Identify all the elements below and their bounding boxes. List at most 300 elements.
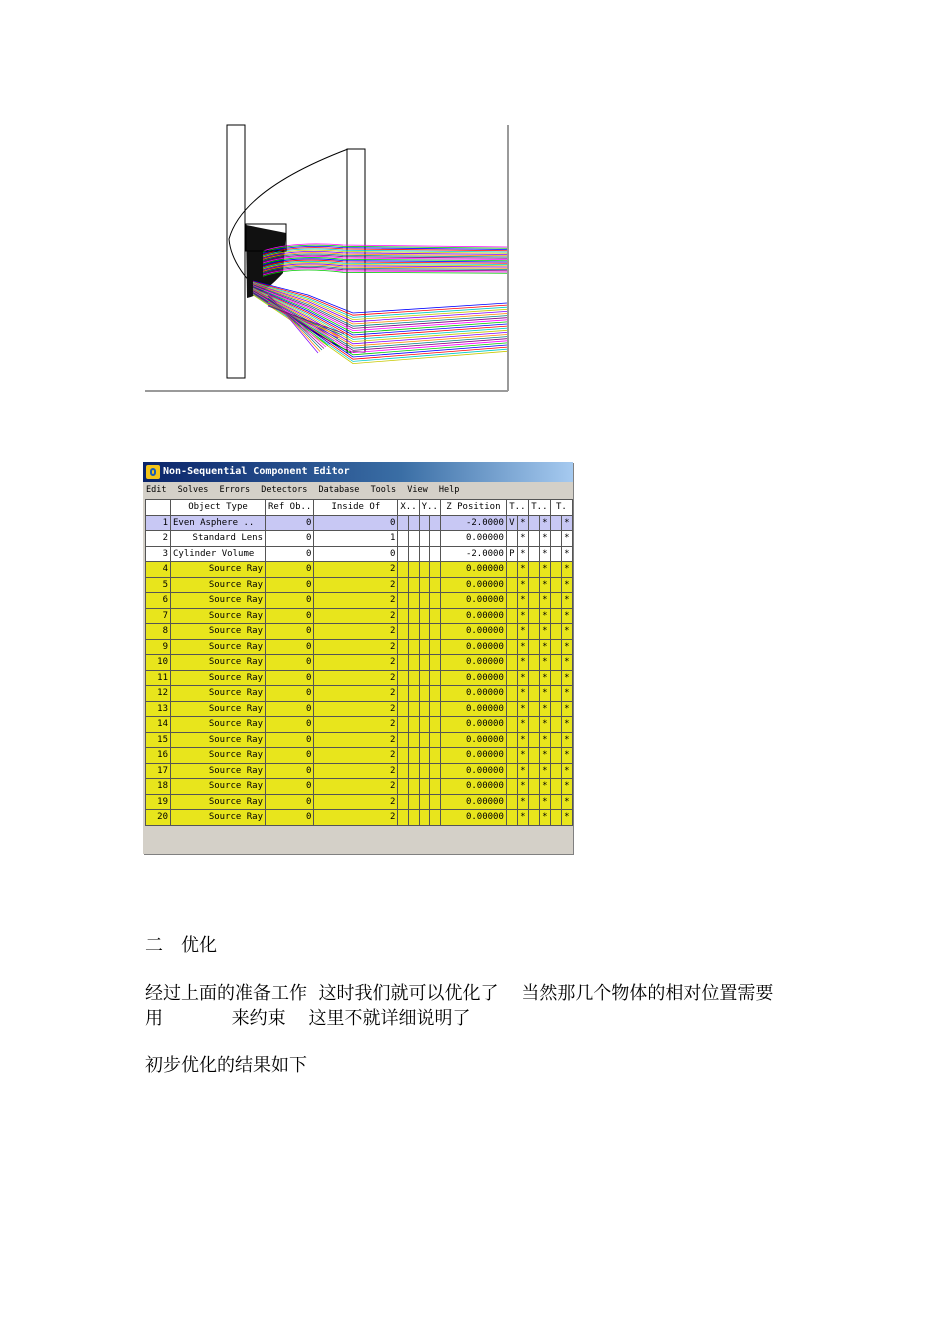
menu-edit[interactable]: Edit: [146, 485, 167, 495]
tilt3-cell[interactable]: *: [561, 624, 572, 640]
tilt3-cell[interactable]: *: [561, 732, 572, 748]
table-row[interactable]: [146, 593, 573, 609]
inside-of-cell[interactable]: 2: [314, 810, 398, 826]
x-cell-b[interactable]: [408, 686, 419, 702]
table-row[interactable]: [146, 779, 573, 795]
y-cell-b[interactable]: [430, 655, 441, 671]
tilt1-cell[interactable]: *: [517, 593, 528, 609]
x-cell-b[interactable]: [408, 593, 419, 609]
tilt1-b-cell[interactable]: [528, 686, 539, 702]
tilt1-cell[interactable]: *: [517, 562, 528, 578]
tilt1-b-cell[interactable]: [528, 810, 539, 826]
tilt1-b-cell[interactable]: [528, 763, 539, 779]
y-cell-a[interactable]: [419, 717, 430, 733]
ref-object-cell[interactable]: 0: [266, 748, 314, 764]
table-row[interactable]: [146, 515, 573, 531]
table-row[interactable]: [146, 639, 573, 655]
object-type-cell[interactable]: Source Ray: [171, 608, 266, 624]
ref-object-cell[interactable]: 0: [266, 794, 314, 810]
x-cell-b[interactable]: [408, 577, 419, 593]
y-cell-b[interactable]: [430, 608, 441, 624]
z-position-cell[interactable]: -2.0000: [440, 515, 506, 531]
x-cell-b[interactable]: [408, 655, 419, 671]
inside-of-cell[interactable]: 2: [314, 562, 398, 578]
x-cell-a[interactable]: [398, 624, 409, 640]
inside-of-cell[interactable]: 2: [314, 593, 398, 609]
x-cell-b[interactable]: [408, 562, 419, 578]
x-cell-b[interactable]: [408, 732, 419, 748]
y-cell-b[interactable]: [430, 794, 441, 810]
inside-of-cell[interactable]: 2: [314, 748, 398, 764]
inside-of-cell[interactable]: 1: [314, 531, 398, 547]
tilt1-b-cell[interactable]: [528, 717, 539, 733]
tilt1-cell[interactable]: *: [517, 717, 528, 733]
x-cell-a[interactable]: [398, 562, 409, 578]
z-position-cell[interactable]: 0.00000: [440, 670, 506, 686]
z-position-cell[interactable]: 0.00000: [440, 794, 506, 810]
inside-of-cell[interactable]: 2: [314, 732, 398, 748]
menu-database[interactable]: Database: [318, 485, 360, 495]
tilt3-cell[interactable]: *: [561, 717, 572, 733]
tilt3-cell[interactable]: *: [561, 701, 572, 717]
row-index[interactable]: 6: [146, 593, 171, 609]
ref-object-cell[interactable]: 0: [266, 732, 314, 748]
x-cell-a[interactable]: [398, 655, 409, 671]
menu-solves[interactable]: Solves: [177, 485, 209, 495]
tilt2-b-cell[interactable]: [550, 763, 561, 779]
menu-errors[interactable]: Errors: [219, 485, 251, 495]
inside-of-cell[interactable]: 2: [314, 763, 398, 779]
object-type-cell[interactable]: Source Ray: [171, 701, 266, 717]
ref-object-cell[interactable]: 0: [266, 515, 314, 531]
tilt1-b-cell[interactable]: [528, 546, 539, 562]
object-type-cell[interactable]: Source Ray: [171, 593, 266, 609]
row-index[interactable]: 7: [146, 608, 171, 624]
tilt1-b-cell[interactable]: [528, 670, 539, 686]
object-type-cell[interactable]: Source Ray: [171, 624, 266, 640]
object-type-cell[interactable]: Standard Lens: [171, 531, 266, 547]
tilt2-b-cell[interactable]: [550, 639, 561, 655]
x-cell-b[interactable]: [408, 701, 419, 717]
tilt2-cell[interactable]: *: [539, 546, 550, 562]
tilt2-b-cell[interactable]: [550, 732, 561, 748]
solve-flag-cell[interactable]: [506, 794, 517, 810]
row-index[interactable]: 13: [146, 701, 171, 717]
row-index[interactable]: 14: [146, 717, 171, 733]
solve-flag-cell[interactable]: [506, 608, 517, 624]
ref-object-cell[interactable]: 0: [266, 608, 314, 624]
tilt2-cell[interactable]: *: [539, 717, 550, 733]
x-cell-a[interactable]: [398, 701, 409, 717]
y-cell-b[interactable]: [430, 577, 441, 593]
tilt2-cell[interactable]: *: [539, 655, 550, 671]
z-position-cell[interactable]: 0.00000: [440, 717, 506, 733]
tilt3-cell[interactable]: *: [561, 686, 572, 702]
col-header-ref-object[interactable]: Ref Ob..: [266, 500, 314, 516]
tilt2-cell[interactable]: *: [539, 593, 550, 609]
col-header-x[interactable]: X..: [398, 500, 419, 516]
tilt2-cell[interactable]: *: [539, 670, 550, 686]
tilt1-b-cell[interactable]: [528, 748, 539, 764]
tilt1-cell[interactable]: *: [517, 748, 528, 764]
solve-flag-cell[interactable]: [506, 701, 517, 717]
col-header-tilt-3[interactable]: T.: [550, 500, 572, 516]
menu-view[interactable]: View: [407, 485, 428, 495]
menu-tools[interactable]: Tools: [370, 485, 397, 495]
object-type-cell[interactable]: Source Ray: [171, 670, 266, 686]
solve-flag-cell[interactable]: [506, 531, 517, 547]
tilt2-cell[interactable]: *: [539, 515, 550, 531]
x-cell-b[interactable]: [408, 763, 419, 779]
tilt1-b-cell[interactable]: [528, 639, 539, 655]
tilt2-cell[interactable]: *: [539, 810, 550, 826]
y-cell-b[interactable]: [430, 593, 441, 609]
table-row[interactable]: [146, 546, 573, 562]
object-type-cell[interactable]: Source Ray: [171, 655, 266, 671]
z-position-cell[interactable]: 0.00000: [440, 686, 506, 702]
table-row[interactable]: [146, 763, 573, 779]
ref-object-cell[interactable]: 0: [266, 779, 314, 795]
tilt1-cell[interactable]: *: [517, 701, 528, 717]
x-cell-a[interactable]: [398, 531, 409, 547]
x-cell-b[interactable]: [408, 670, 419, 686]
table-row[interactable]: [146, 655, 573, 671]
row-index[interactable]: 9: [146, 639, 171, 655]
object-type-cell[interactable]: Source Ray: [171, 639, 266, 655]
y-cell-b[interactable]: [430, 732, 441, 748]
inside-of-cell[interactable]: 2: [314, 624, 398, 640]
table-row[interactable]: [146, 732, 573, 748]
tilt1-cell[interactable]: *: [517, 732, 528, 748]
solve-flag-cell[interactable]: [506, 779, 517, 795]
z-position-cell[interactable]: 0.00000: [440, 655, 506, 671]
inside-of-cell[interactable]: 2: [314, 717, 398, 733]
col-header-tilt-1[interactable]: T..: [506, 500, 528, 516]
y-cell-a[interactable]: [419, 515, 430, 531]
z-position-cell[interactable]: 0.00000: [440, 624, 506, 640]
x-cell-b[interactable]: [408, 779, 419, 795]
row-index[interactable]: 10: [146, 655, 171, 671]
y-cell-a[interactable]: [419, 794, 430, 810]
row-index[interactable]: 19: [146, 794, 171, 810]
z-position-cell[interactable]: 0.00000: [440, 701, 506, 717]
solve-flag-cell[interactable]: [506, 717, 517, 733]
y-cell-a[interactable]: [419, 701, 430, 717]
tilt2-b-cell[interactable]: [550, 515, 561, 531]
tilt3-cell[interactable]: *: [561, 593, 572, 609]
tilt2-cell[interactable]: *: [539, 577, 550, 593]
tilt1-cell[interactable]: *: [517, 624, 528, 640]
tilt1-b-cell[interactable]: [528, 577, 539, 593]
y-cell-a[interactable]: [419, 531, 430, 547]
row-index[interactable]: 1: [146, 515, 171, 531]
tilt2-b-cell[interactable]: [550, 546, 561, 562]
tilt1-cell[interactable]: *: [517, 531, 528, 547]
row-index[interactable]: 15: [146, 732, 171, 748]
object-type-cell[interactable]: Source Ray: [171, 717, 266, 733]
tilt1-cell[interactable]: *: [517, 810, 528, 826]
object-type-cell[interactable]: Source Ray: [171, 577, 266, 593]
inside-of-cell[interactable]: 2: [314, 670, 398, 686]
table-row[interactable]: [146, 624, 573, 640]
inside-of-cell[interactable]: 2: [314, 639, 398, 655]
tilt3-cell[interactable]: *: [561, 670, 572, 686]
y-cell-b[interactable]: [430, 515, 441, 531]
y-cell-a[interactable]: [419, 779, 430, 795]
x-cell-b[interactable]: [408, 639, 419, 655]
table-row[interactable]: [146, 531, 573, 547]
inside-of-cell[interactable]: 2: [314, 701, 398, 717]
ref-object-cell[interactable]: 0: [266, 546, 314, 562]
menu-detectors[interactable]: Detectors: [261, 485, 308, 495]
table-row[interactable]: [146, 748, 573, 764]
x-cell-a[interactable]: [398, 608, 409, 624]
x-cell-b[interactable]: [408, 794, 419, 810]
row-index[interactable]: 3: [146, 546, 171, 562]
tilt1-cell[interactable]: *: [517, 670, 528, 686]
object-type-cell[interactable]: Source Ray: [171, 810, 266, 826]
ref-object-cell[interactable]: 0: [266, 686, 314, 702]
tilt2-cell[interactable]: *: [539, 701, 550, 717]
y-cell-b[interactable]: [430, 686, 441, 702]
x-cell-b[interactable]: [408, 748, 419, 764]
object-type-cell[interactable]: Source Ray: [171, 794, 266, 810]
tilt1-cell[interactable]: *: [517, 608, 528, 624]
inside-of-cell[interactable]: 2: [314, 794, 398, 810]
solve-flag-cell[interactable]: [506, 577, 517, 593]
y-cell-b[interactable]: [430, 562, 441, 578]
tilt2-cell[interactable]: *: [539, 608, 550, 624]
solve-flag-cell[interactable]: [506, 624, 517, 640]
ref-object-cell[interactable]: 0: [266, 763, 314, 779]
title-bar[interactable]: [143, 462, 573, 482]
tilt2-b-cell[interactable]: [550, 531, 561, 547]
row-index[interactable]: 20: [146, 810, 171, 826]
tilt3-cell[interactable]: *: [561, 779, 572, 795]
z-position-cell[interactable]: 0.00000: [440, 779, 506, 795]
tilt1-b-cell[interactable]: [528, 531, 539, 547]
y-cell-a[interactable]: [419, 655, 430, 671]
y-cell-b[interactable]: [430, 717, 441, 733]
y-cell-b[interactable]: [430, 639, 441, 655]
tilt1-b-cell[interactable]: [528, 701, 539, 717]
tilt3-cell[interactable]: *: [561, 810, 572, 826]
tilt2-b-cell[interactable]: [550, 717, 561, 733]
menu-help[interactable]: Help: [438, 485, 460, 495]
x-cell-a[interactable]: [398, 515, 409, 531]
row-index[interactable]: 16: [146, 748, 171, 764]
x-cell-b[interactable]: [408, 515, 419, 531]
tilt2-cell[interactable]: *: [539, 732, 550, 748]
tilt1-cell[interactable]: *: [517, 546, 528, 562]
y-cell-a[interactable]: [419, 763, 430, 779]
object-type-cell[interactable]: Source Ray: [171, 779, 266, 795]
inside-of-cell[interactable]: 2: [314, 577, 398, 593]
z-position-cell[interactable]: 0.00000: [440, 608, 506, 624]
x-cell-a[interactable]: [398, 717, 409, 733]
col-header-y[interactable]: Y..: [419, 500, 440, 516]
x-cell-b[interactable]: [408, 546, 419, 562]
tilt3-cell[interactable]: *: [561, 608, 572, 624]
tilt2-cell[interactable]: *: [539, 562, 550, 578]
solve-flag-cell[interactable]: V: [506, 515, 517, 531]
tilt3-cell[interactable]: *: [561, 515, 572, 531]
tilt1-cell[interactable]: *: [517, 779, 528, 795]
table-row[interactable]: [146, 670, 573, 686]
y-cell-b[interactable]: [430, 701, 441, 717]
tilt2-b-cell[interactable]: [550, 562, 561, 578]
ref-object-cell[interactable]: 0: [266, 577, 314, 593]
y-cell-b[interactable]: [430, 624, 441, 640]
table-row[interactable]: [146, 794, 573, 810]
col-header-z-position[interactable]: Z Position: [440, 500, 506, 516]
solve-flag-cell[interactable]: [506, 732, 517, 748]
tilt2-b-cell[interactable]: [550, 608, 561, 624]
x-cell-b[interactable]: [408, 717, 419, 733]
z-position-cell[interactable]: 0.00000: [440, 593, 506, 609]
x-cell-b[interactable]: [408, 608, 419, 624]
solve-flag-cell[interactable]: [506, 639, 517, 655]
y-cell-b[interactable]: [430, 810, 441, 826]
solve-flag-cell[interactable]: [506, 763, 517, 779]
solve-flag-cell[interactable]: P: [506, 546, 517, 562]
row-index[interactable]: 2: [146, 531, 171, 547]
tilt3-cell[interactable]: *: [561, 562, 572, 578]
y-cell-a[interactable]: [419, 686, 430, 702]
col-header-inside-of[interactable]: Inside Of: [314, 500, 398, 516]
x-cell-a[interactable]: [398, 593, 409, 609]
inside-of-cell[interactable]: 0: [314, 515, 398, 531]
x-cell-a[interactable]: [398, 546, 409, 562]
z-position-cell[interactable]: 0.00000: [440, 562, 506, 578]
solve-flag-cell[interactable]: [506, 810, 517, 826]
solve-flag-cell[interactable]: [506, 562, 517, 578]
y-cell-b[interactable]: [430, 763, 441, 779]
inside-of-cell[interactable]: 0: [314, 546, 398, 562]
y-cell-b[interactable]: [430, 748, 441, 764]
table-row[interactable]: [146, 686, 573, 702]
y-cell-a[interactable]: [419, 562, 430, 578]
tilt1-b-cell[interactable]: [528, 732, 539, 748]
tilt3-cell[interactable]: *: [561, 748, 572, 764]
row-index[interactable]: 18: [146, 779, 171, 795]
y-cell-a[interactable]: [419, 639, 430, 655]
ref-object-cell[interactable]: 0: [266, 810, 314, 826]
tilt2-b-cell[interactable]: [550, 670, 561, 686]
z-position-cell[interactable]: -2.0000: [440, 546, 506, 562]
x-cell-b[interactable]: [408, 531, 419, 547]
tilt1-b-cell[interactable]: [528, 794, 539, 810]
y-cell-a[interactable]: [419, 608, 430, 624]
table-row[interactable]: [146, 701, 573, 717]
ref-object-cell[interactable]: 0: [266, 639, 314, 655]
y-cell-a[interactable]: [419, 732, 430, 748]
inside-of-cell[interactable]: 2: [314, 779, 398, 795]
ref-object-cell[interactable]: 0: [266, 562, 314, 578]
object-type-cell[interactable]: Source Ray: [171, 562, 266, 578]
row-index[interactable]: 17: [146, 763, 171, 779]
x-cell-b[interactable]: [408, 810, 419, 826]
tilt3-cell[interactable]: *: [561, 531, 572, 547]
tilt1-b-cell[interactable]: [528, 593, 539, 609]
x-cell-a[interactable]: [398, 577, 409, 593]
object-type-cell[interactable]: Source Ray: [171, 748, 266, 764]
y-cell-a[interactable]: [419, 748, 430, 764]
tilt3-cell[interactable]: *: [561, 639, 572, 655]
col-header-tilt-2[interactable]: T..: [528, 500, 550, 516]
row-index[interactable]: 5: [146, 577, 171, 593]
tilt3-cell[interactable]: *: [561, 763, 572, 779]
y-cell-a[interactable]: [419, 546, 430, 562]
x-cell-b[interactable]: [408, 624, 419, 640]
tilt1-b-cell[interactable]: [528, 515, 539, 531]
tilt2-b-cell[interactable]: [550, 748, 561, 764]
table-row[interactable]: [146, 717, 573, 733]
solve-flag-cell[interactable]: [506, 655, 517, 671]
table-row[interactable]: [146, 608, 573, 624]
x-cell-a[interactable]: [398, 639, 409, 655]
tilt2-b-cell[interactable]: [550, 779, 561, 795]
y-cell-a[interactable]: [419, 593, 430, 609]
tilt2-b-cell[interactable]: [550, 701, 561, 717]
x-cell-a[interactable]: [398, 763, 409, 779]
tilt2-cell[interactable]: *: [539, 748, 550, 764]
tilt2-cell[interactable]: *: [539, 763, 550, 779]
z-position-cell[interactable]: 0.00000: [440, 732, 506, 748]
x-cell-a[interactable]: [398, 732, 409, 748]
inside-of-cell[interactable]: 2: [314, 608, 398, 624]
y-cell-b[interactable]: [430, 670, 441, 686]
tilt1-cell[interactable]: *: [517, 515, 528, 531]
ref-object-cell[interactable]: 0: [266, 701, 314, 717]
tilt3-cell[interactable]: *: [561, 655, 572, 671]
z-position-cell[interactable]: 0.00000: [440, 748, 506, 764]
row-index[interactable]: 8: [146, 624, 171, 640]
tilt1-cell[interactable]: *: [517, 655, 528, 671]
ref-object-cell[interactable]: 0: [266, 531, 314, 547]
z-position-cell[interactable]: 0.00000: [440, 763, 506, 779]
row-index[interactable]: 12: [146, 686, 171, 702]
tilt2-cell[interactable]: *: [539, 794, 550, 810]
tilt2-b-cell[interactable]: [550, 624, 561, 640]
tilt2-b-cell[interactable]: [550, 593, 561, 609]
y-cell-a[interactable]: [419, 670, 430, 686]
tilt1-cell[interactable]: *: [517, 763, 528, 779]
z-position-cell[interactable]: 0.00000: [440, 810, 506, 826]
tilt2-cell[interactable]: *: [539, 639, 550, 655]
y-cell-b[interactable]: [430, 531, 441, 547]
x-cell-a[interactable]: [398, 686, 409, 702]
tilt2-b-cell[interactable]: [550, 577, 561, 593]
row-index[interactable]: 11: [146, 670, 171, 686]
solve-flag-cell[interactable]: [506, 686, 517, 702]
tilt1-cell[interactable]: *: [517, 639, 528, 655]
col-header-index[interactable]: [146, 500, 171, 516]
row-index[interactable]: 4: [146, 562, 171, 578]
tilt1-cell[interactable]: *: [517, 577, 528, 593]
table-row[interactable]: [146, 562, 573, 578]
tilt1-cell[interactable]: *: [517, 794, 528, 810]
tilt3-cell[interactable]: *: [561, 794, 572, 810]
object-type-cell[interactable]: Source Ray: [171, 686, 266, 702]
y-cell-b[interactable]: [430, 779, 441, 795]
y-cell-a[interactable]: [419, 810, 430, 826]
col-header-object-type[interactable]: Object Type: [171, 500, 266, 516]
object-type-cell[interactable]: Source Ray: [171, 763, 266, 779]
tilt2-cell[interactable]: *: [539, 779, 550, 795]
tilt1-b-cell[interactable]: [528, 562, 539, 578]
tilt3-cell[interactable]: *: [561, 546, 572, 562]
